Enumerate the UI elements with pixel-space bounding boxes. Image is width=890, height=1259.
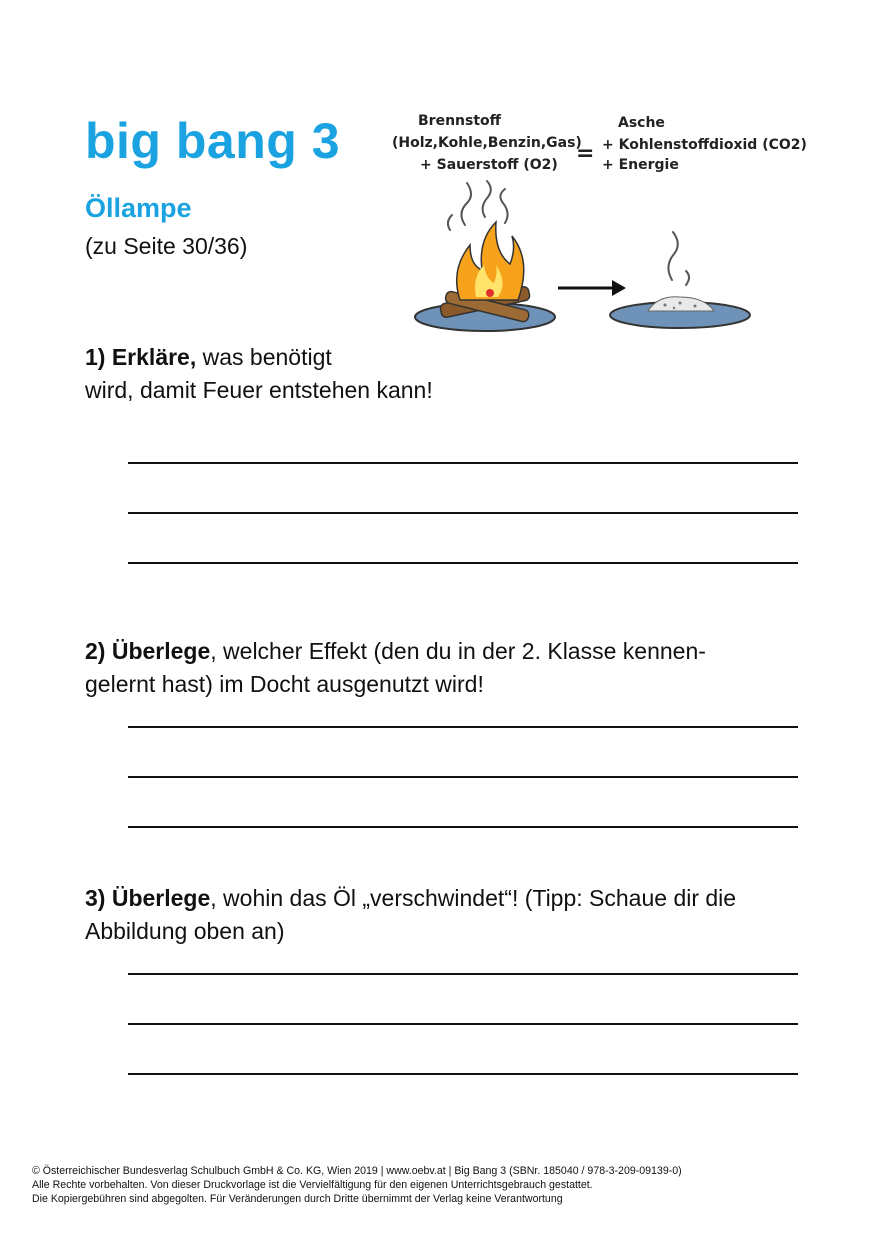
label-energy: + Energie — [602, 157, 679, 173]
question-2-text: , welcher Effekt (den du in der 2. Klasse kennen- — [210, 638, 706, 664]
ash-plate-icon — [610, 232, 750, 328]
label-equals: = — [576, 141, 595, 166]
question-1-text-line2: wird, damit Feuer entstehen kann! — [85, 377, 433, 403]
page-reference: (zu Seite 30/36) — [85, 233, 248, 259]
question-3-text-line2: Abbildung oben an) — [85, 918, 285, 944]
answer-line-1-1[interactable] — [128, 462, 798, 464]
answer-line-3-1[interactable] — [128, 973, 798, 975]
question-1-verb: 1) Erkläre, — [85, 344, 197, 370]
answer-line-1-3[interactable] — [128, 562, 798, 564]
answer-line-2-3[interactable] — [128, 826, 798, 828]
question-3-text: , wohin das Öl „verschwindet“! (Tipp: Schaue dir die — [210, 885, 737, 911]
question-2-text-line2: gelernt hast) im Docht ausgenutzt wird! — [85, 671, 484, 697]
label-fuel-examples: (Holz,Kohle,Benzin,Gas) — [392, 135, 582, 151]
question-2 — [85, 635, 706, 701]
label-oxygen: + Sauerstoff (O2) — [420, 157, 558, 173]
question-2-verb: 2) Überlege — [85, 638, 211, 664]
combustion-illustration — [390, 105, 810, 345]
arrow-right-icon — [558, 280, 626, 296]
label-fuel: Brennstoff — [418, 113, 501, 129]
footer-line-1: © Österreichischer Bundesverlag Schulbuch GmbH & Co. KG, Wien 2019 | www.oebv.at | Big Bang 3 (SBNr. 185040 / 978-3-209-09139-0) — [32, 1165, 682, 1177]
smoke-icon — [448, 181, 508, 230]
question-3-verb: 3) Überlege — [85, 885, 211, 911]
label-ash: Asche — [618, 115, 665, 131]
answer-line-2-2[interactable] — [128, 776, 798, 778]
footer-line-2: Alle Rechte vorbehalten. Von dieser Druckvorlage ist die Vervielfältigung für den eigenen Unterrichtsgebrauch gestattet. — [32, 1179, 593, 1191]
fire-icon — [415, 222, 555, 331]
answer-line-1-2[interactable] — [128, 512, 798, 514]
answer-line-2-1[interactable] — [128, 726, 798, 728]
footer-line-3: Die Kopiergebühren sind abgegolten. Für Veränderungen durch Dritte übernimmt der Verlag keine Verantwortung — [32, 1193, 563, 1205]
answer-line-3-3[interactable] — [128, 1073, 798, 1075]
label-co2: + Kohlenstoffdioxid (CO2) — [602, 137, 807, 153]
question-1 — [85, 341, 433, 407]
answer-line-3-2[interactable] — [128, 1023, 798, 1025]
question-1-text: was benötigt — [196, 344, 332, 370]
worksheet-title: big bang 3 — [85, 113, 340, 169]
question-3 — [85, 882, 736, 948]
copyright-footer — [32, 1164, 682, 1206]
worksheet-subtitle: Öllampe — [85, 193, 192, 223]
